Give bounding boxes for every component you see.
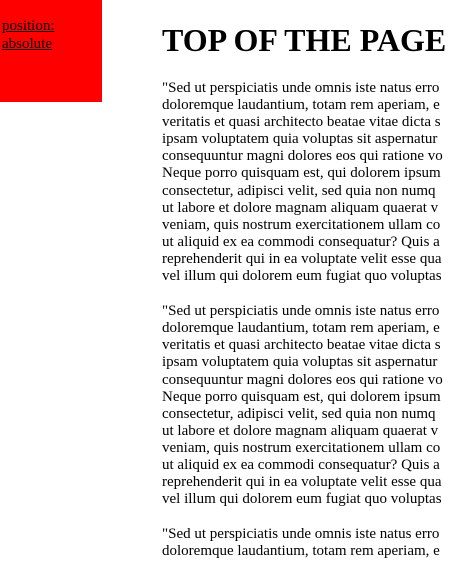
- paragraph-1: [162, 80, 455, 285]
- paragraph-line: vel illum qui dolorem eum fugiat quo voluptas: [162, 268, 442, 285]
- paragraph-line: reprehenderit qui in ea voluptate velit esse qua: [162, 250, 442, 267]
- paragraph-line: consectetur, adipisci velit, sed quia non numq: [162, 182, 436, 199]
- paragraph-line: veniam, quis nostrum exercitationem ullam co: [162, 216, 441, 233]
- page-title: TOP OF THE PAGE: [162, 22, 447, 58]
- paragraph-line: "Sed ut perspiciatis unde omnis iste natus erro: [162, 526, 440, 543]
- paragraph-2: [162, 303, 455, 508]
- link-line-1: position:: [2, 18, 55, 34]
- paragraph-line: ut aliquid ex ea commodi consequatur? Quis a: [162, 456, 440, 473]
- paragraphs: [162, 80, 455, 571]
- paragraph-line: "Sed ut perspiciatis unde omnis iste natus erro: [162, 80, 440, 96]
- paragraph-line: ut labore et dolore magnam aliquam quaerat v: [162, 422, 439, 439]
- absolute-positioned-box: [0, 0, 102, 102]
- paragraph-line: doloremque laudantium, totam rem aperiam, e: [162, 320, 440, 337]
- paragraph-line: doloremque laudantium, totam rem aperiam, e: [162, 97, 440, 114]
- paragraph-line: veritatis et quasi architecto beatae vitae dicta s: [162, 337, 441, 354]
- paragraph-line: ut labore et dolore magnam aliquam quaerat v: [162, 199, 439, 216]
- position-absolute-link[interactable]: [2, 17, 98, 53]
- paragraph-line: Neque porro quisquam est, qui dolorem ipsum: [162, 165, 441, 182]
- link-line-2: absolute: [2, 36, 52, 52]
- paragraph-line: ut aliquid ex ea commodi consequatur? Quis a: [162, 233, 440, 250]
- paragraph-line: veniam, quis nostrum exercitationem ullam co: [162, 439, 441, 456]
- paragraph-line: doloremque laudantium, totam rem aperiam, e: [162, 543, 440, 560]
- paragraph-line: consectetur, adipisci velit, sed quia non numq: [162, 405, 436, 422]
- paragraph-line: vel illum qui dolorem eum fugiat quo voluptas: [162, 491, 442, 508]
- paragraph-line: consequuntur magni dolores eos qui ratione vo: [162, 371, 443, 388]
- paragraph-line: ipsam voluptatem quia voluptas sit aspernatur: [162, 354, 438, 371]
- paragraph-line: consequuntur magni dolores eos qui ratione vo: [162, 148, 443, 165]
- paragraph-line: Neque porro quisquam est, qui dolorem ipsum: [162, 388, 441, 405]
- paragraph-3: [162, 526, 455, 560]
- paragraph-line: ipsam voluptatem quia voluptas sit aspernatur: [162, 131, 438, 148]
- paragraph-line: veritatis et quasi architecto beatae vitae dicta s: [162, 114, 441, 131]
- paragraph-line: reprehenderit qui in ea voluptate velit esse qua: [162, 474, 442, 491]
- paragraph-line: "Sed ut perspiciatis unde omnis iste natus erro: [162, 303, 440, 320]
